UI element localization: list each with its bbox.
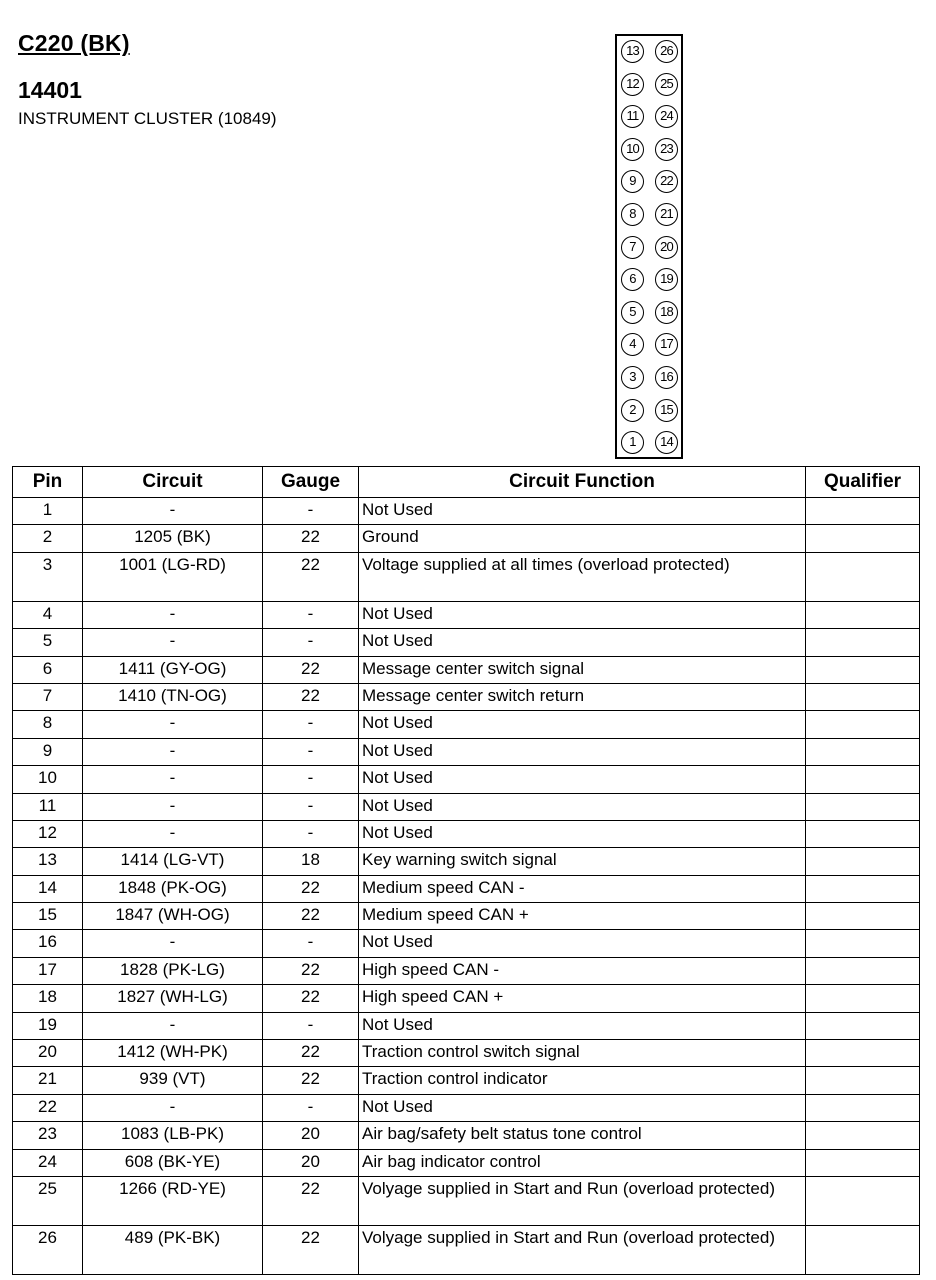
cell-circuit-function: High speed CAN + <box>359 985 806 1012</box>
connector-pin: 18 <box>655 301 678 324</box>
connector-pin: 15 <box>655 399 678 422</box>
cell-circuit: 608 (BK-YE) <box>83 1149 263 1176</box>
table-row <box>13 793 920 820</box>
cell-circuit-function: Not Used <box>359 738 806 765</box>
cell-gauge: 22 <box>263 903 359 930</box>
cell-qualifier <box>806 1225 920 1274</box>
cell-circuit-function: Voltage supplied at all times (overload protected) <box>359 552 806 601</box>
cell-pin: 21 <box>13 1067 83 1094</box>
cell-pin: 18 <box>13 985 83 1012</box>
table-row <box>13 903 920 930</box>
table-row <box>13 656 920 683</box>
connector-pin: 24 <box>655 105 678 128</box>
table-row <box>13 820 920 847</box>
cell-circuit: - <box>83 820 263 847</box>
connector-face-diagram <box>615 34 683 459</box>
cell-circuit-function: Key warning switch signal <box>359 848 806 875</box>
cell-qualifier <box>806 601 920 628</box>
cell-circuit: 1847 (WH-OG) <box>83 903 263 930</box>
cell-qualifier <box>806 1122 920 1149</box>
connector-pin: 23 <box>655 138 678 161</box>
table-row <box>13 1176 920 1225</box>
cell-qualifier <box>806 738 920 765</box>
table-row <box>13 1225 920 1274</box>
cell-qualifier <box>806 848 920 875</box>
cell-pin: 12 <box>13 820 83 847</box>
connector-pin: 26 <box>655 40 678 63</box>
cell-pin: 5 <box>13 629 83 656</box>
table-row <box>13 957 920 984</box>
connector-pin: 3 <box>621 366 644 389</box>
cell-circuit: 1266 (RD-YE) <box>83 1176 263 1225</box>
cell-qualifier <box>806 498 920 525</box>
cell-circuit: 1205 (BK) <box>83 525 263 552</box>
cell-circuit-function: Medium speed CAN + <box>359 903 806 930</box>
cell-circuit: 489 (PK-BK) <box>83 1225 263 1274</box>
cell-circuit-function: Air bag/safety belt status tone control <box>359 1122 806 1149</box>
cell-gauge: - <box>263 1012 359 1039</box>
cell-circuit: - <box>83 629 263 656</box>
cell-circuit-function: Not Used <box>359 820 806 847</box>
cell-qualifier <box>806 552 920 601</box>
cell-gauge: 22 <box>263 1176 359 1225</box>
table-row <box>13 1149 920 1176</box>
cell-pin: 11 <box>13 793 83 820</box>
cell-circuit: 1001 (LG-RD) <box>83 552 263 601</box>
cell-pin: 3 <box>13 552 83 601</box>
header-circuit-function: Circuit Function <box>359 467 806 498</box>
cell-gauge: 22 <box>263 957 359 984</box>
cell-gauge: 20 <box>263 1122 359 1149</box>
cell-qualifier <box>806 656 920 683</box>
cell-pin: 19 <box>13 1012 83 1039</box>
table-row <box>13 629 920 656</box>
cell-pin: 8 <box>13 711 83 738</box>
cell-pin: 14 <box>13 875 83 902</box>
cell-circuit: 1411 (GY-OG) <box>83 656 263 683</box>
connector-pin: 19 <box>655 268 678 291</box>
pinout-table <box>12 466 920 1275</box>
cell-gauge: - <box>263 930 359 957</box>
cell-pin: 17 <box>13 957 83 984</box>
cell-gauge: - <box>263 738 359 765</box>
cell-circuit: 1083 (LB-PK) <box>83 1122 263 1149</box>
connector-pin: 5 <box>621 301 644 324</box>
cell-qualifier <box>806 1149 920 1176</box>
cell-circuit: - <box>83 601 263 628</box>
cell-pin: 22 <box>13 1094 83 1121</box>
table-row <box>13 552 920 601</box>
cell-qualifier <box>806 1094 920 1121</box>
cell-gauge: 22 <box>263 525 359 552</box>
cell-gauge: 22 <box>263 1225 359 1274</box>
cell-circuit-function: Not Used <box>359 629 806 656</box>
cell-pin: 1 <box>13 498 83 525</box>
cell-circuit-function: Not Used <box>359 930 806 957</box>
cell-pin: 4 <box>13 601 83 628</box>
connector-pin: 6 <box>621 268 644 291</box>
cell-gauge: 22 <box>263 656 359 683</box>
connector-pin: 22 <box>655 170 678 193</box>
cell-qualifier <box>806 930 920 957</box>
part-description: INSTRUMENT CLUSTER (10849) <box>18 109 277 128</box>
cell-circuit: - <box>83 793 263 820</box>
cell-pin: 10 <box>13 766 83 793</box>
cell-circuit: 1410 (TN-OG) <box>83 683 263 710</box>
cell-circuit: 1848 (PK-OG) <box>83 875 263 902</box>
cell-circuit-function: Air bag indicator control <box>359 1149 806 1176</box>
cell-circuit: - <box>83 1094 263 1121</box>
cell-qualifier <box>806 1176 920 1225</box>
cell-qualifier <box>806 820 920 847</box>
connector-pin: 7 <box>621 236 644 259</box>
connector-pin: 16 <box>655 366 678 389</box>
table-row <box>13 930 920 957</box>
table-row <box>13 1094 920 1121</box>
table-row <box>13 1067 920 1094</box>
table-row <box>13 875 920 902</box>
cell-gauge: - <box>263 498 359 525</box>
cell-circuit: - <box>83 930 263 957</box>
cell-pin: 6 <box>13 656 83 683</box>
cell-gauge: - <box>263 711 359 738</box>
header-qualifier: Qualifier <box>806 467 920 498</box>
cell-qualifier <box>806 1040 920 1067</box>
cell-gauge: - <box>263 820 359 847</box>
cell-qualifier <box>806 525 920 552</box>
cell-qualifier <box>806 766 920 793</box>
table-row <box>13 738 920 765</box>
table-row <box>13 498 920 525</box>
cell-pin: 26 <box>13 1225 83 1274</box>
cell-qualifier <box>806 957 920 984</box>
cell-circuit-function: Message center switch return <box>359 683 806 710</box>
connector-pin: 11 <box>621 105 644 128</box>
cell-circuit-function: Not Used <box>359 793 806 820</box>
cell-circuit: - <box>83 766 263 793</box>
header-gauge: Gauge <box>263 467 359 498</box>
cell-gauge: - <box>263 601 359 628</box>
cell-circuit: 939 (VT) <box>83 1067 263 1094</box>
cell-pin: 23 <box>13 1122 83 1149</box>
cell-qualifier <box>806 629 920 656</box>
connector-pin: 1 <box>621 431 644 454</box>
header-circuit: Circuit <box>83 467 263 498</box>
connector-pin: 4 <box>621 333 644 356</box>
table-row <box>13 1122 920 1149</box>
cell-gauge: 22 <box>263 552 359 601</box>
cell-gauge: - <box>263 766 359 793</box>
connector-pin: 17 <box>655 333 678 356</box>
cell-pin: 25 <box>13 1176 83 1225</box>
cell-gauge: - <box>263 629 359 656</box>
cell-pin: 15 <box>13 903 83 930</box>
cell-pin: 2 <box>13 525 83 552</box>
cell-circuit-function: Traction control indicator <box>359 1067 806 1094</box>
cell-circuit: 1827 (WH-LG) <box>83 985 263 1012</box>
table-row <box>13 711 920 738</box>
cell-qualifier <box>806 711 920 738</box>
cell-circuit: - <box>83 498 263 525</box>
header-pin: Pin <box>13 467 83 498</box>
cell-circuit: - <box>83 738 263 765</box>
cell-qualifier <box>806 793 920 820</box>
connector-pin: 14 <box>655 431 678 454</box>
cell-pin: 7 <box>13 683 83 710</box>
connector-pin: 20 <box>655 236 678 259</box>
cell-qualifier <box>806 903 920 930</box>
connector-pin: 2 <box>621 399 644 422</box>
cell-circuit-function: Not Used <box>359 1094 806 1121</box>
cell-circuit-function: Ground <box>359 525 806 552</box>
table-header-row <box>13 467 920 498</box>
connector-pin: 12 <box>621 73 644 96</box>
cell-circuit-function: Volyage supplied in Start and Run (overload protected) <box>359 1176 806 1225</box>
cell-qualifier <box>806 1012 920 1039</box>
cell-circuit-function: Not Used <box>359 711 806 738</box>
connector-pin: 10 <box>621 138 644 161</box>
table-row <box>13 766 920 793</box>
part-number: 14401 <box>18 77 82 103</box>
table-row <box>13 848 920 875</box>
cell-gauge: - <box>263 793 359 820</box>
table-row <box>13 1040 920 1067</box>
cell-circuit: 1828 (PK-LG) <box>83 957 263 984</box>
cell-pin: 9 <box>13 738 83 765</box>
cell-gauge: 22 <box>263 875 359 902</box>
cell-gauge: 22 <box>263 683 359 710</box>
cell-gauge: 22 <box>263 1067 359 1094</box>
cell-gauge: - <box>263 1094 359 1121</box>
cell-circuit-function: Medium speed CAN - <box>359 875 806 902</box>
cell-circuit-function: Volyage supplied in Start and Run (overload protected) <box>359 1225 806 1274</box>
cell-qualifier <box>806 875 920 902</box>
cell-gauge: 18 <box>263 848 359 875</box>
connector-pin: 8 <box>621 203 644 226</box>
cell-circuit-function: Not Used <box>359 1012 806 1039</box>
table-row <box>13 601 920 628</box>
cell-circuit: - <box>83 711 263 738</box>
cell-pin: 13 <box>13 848 83 875</box>
table-row <box>13 1012 920 1039</box>
cell-circuit: 1414 (LG-VT) <box>83 848 263 875</box>
cell-circuit-function: Not Used <box>359 498 806 525</box>
connector-pin: 25 <box>655 73 678 96</box>
cell-gauge: 22 <box>263 985 359 1012</box>
cell-circuit-function: Not Used <box>359 601 806 628</box>
connector-pin: 21 <box>655 203 678 226</box>
cell-pin: 20 <box>13 1040 83 1067</box>
connector-pin: 13 <box>621 40 644 63</box>
table-row <box>13 525 920 552</box>
cell-circuit-function: Not Used <box>359 766 806 793</box>
cell-circuit: 1412 (WH-PK) <box>83 1040 263 1067</box>
table-row <box>13 683 920 710</box>
table-row <box>13 985 920 1012</box>
cell-circuit-function: High speed CAN - <box>359 957 806 984</box>
cell-qualifier <box>806 1067 920 1094</box>
cell-gauge: 22 <box>263 1040 359 1067</box>
cell-gauge: 20 <box>263 1149 359 1176</box>
cell-circuit-function: Traction control switch signal <box>359 1040 806 1067</box>
cell-qualifier <box>806 985 920 1012</box>
connector-title: C220 (BK) <box>18 30 130 56</box>
cell-pin: 24 <box>13 1149 83 1176</box>
cell-circuit-function: Message center switch signal <box>359 656 806 683</box>
cell-circuit: - <box>83 1012 263 1039</box>
cell-qualifier <box>806 683 920 710</box>
cell-pin: 16 <box>13 930 83 957</box>
connector-pin: 9 <box>621 170 644 193</box>
